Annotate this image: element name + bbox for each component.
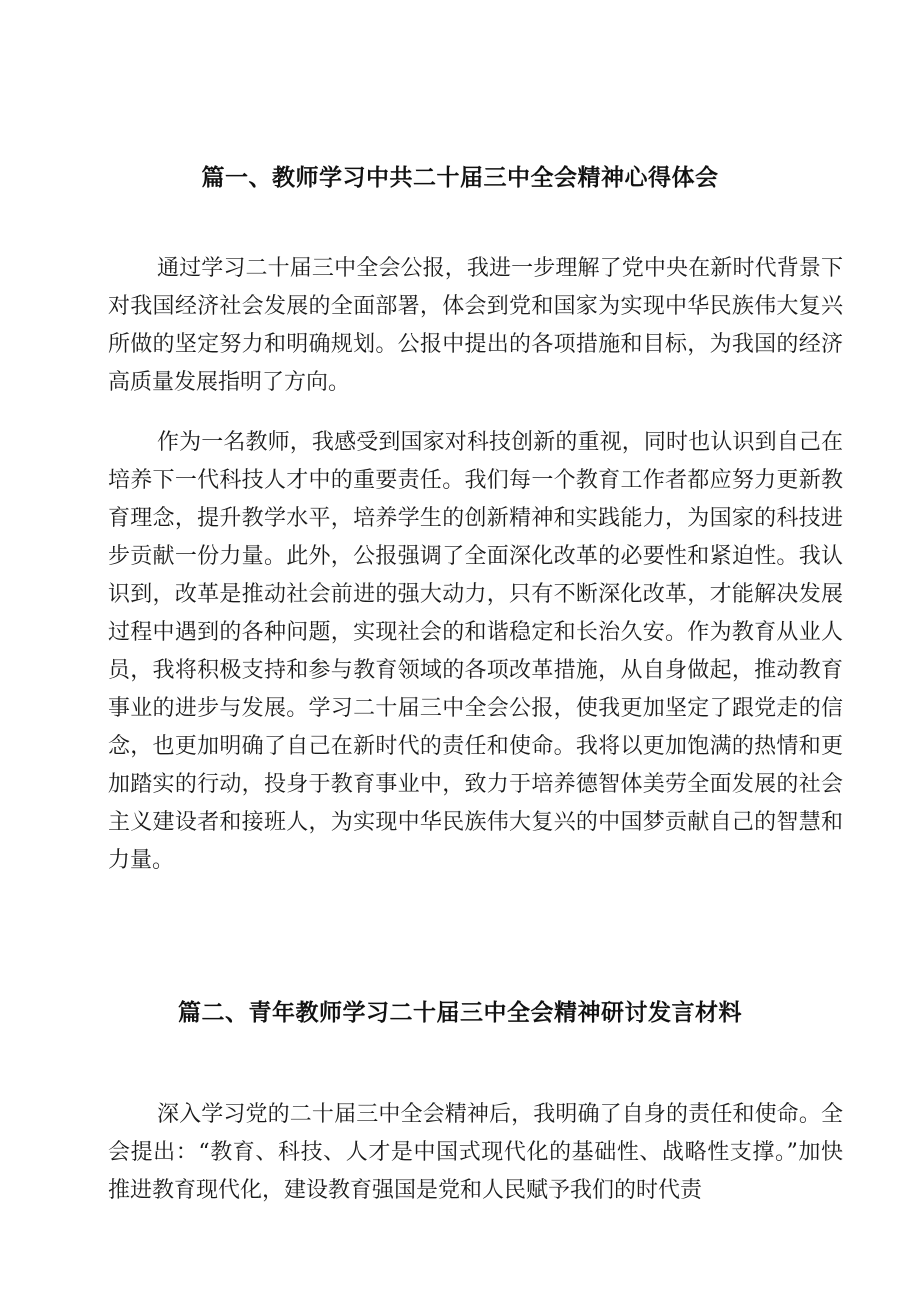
section2-title: 篇二、青年教师学习二十届三中全会精神研讨发言材料	[178, 1000, 742, 1026]
section1-paragraph-2: 作为一名教师，我感受到国家对科技创新的重视，同时也认识到自己在培养下一代科技人才中的重要责任。我们每一个教育工作者都应努力更新教育理念，提升教学水平，培养学生的创新精神和实践能力，为国家的科技进步贡献一份力量。此外，公报强调了全面深化改革的必要性和紧迫性。我认识到，改革是推动社会前进的强大动力，只有不断深化改革，才能解决发展过程中遇到的各种问题，实现社会的和谐稳定和长治久安。作为教育从业人员，我将积极支持和参与教育领域的各项改革措施，从自身做起，推动教育事业的进步与发展。学习二十届三中全会公报，使我更加坚定了跟党走的信念，也更加明确了自己在新时代的责任和使命。我将以更加饱满的热情和更加踏实的行动，投身于教育事业中，致力于培养德智体美劳全面发展的社会主义建设者和接班人，为实现中华民族伟大复兴的中国梦贡献自己的智慧和力量。	[108, 430, 843, 873]
section1-paragraph-1: 通过学习二十届三中全会公报，我进一步理解了党中央在新时代背景下对我国经济社会发展的全面部署，体会到党和国家为实现中华民族伟大复兴所做的坚定努力和明确规划。公报中提出的各项措施和目标，为我国的经济高质量发展指明了方向。	[108, 256, 843, 395]
section2-paragraph-1: 深入学习党的二十届三中全会精神后，我明确了自身的责任和使命。全会提出：“教育、科技、人才是中国式现代化的基础性、战略性支撑。”加快推进教育现代化，建设教育强国是党和人民赋予我们的时代责	[108, 1102, 843, 1203]
section1-title: 篇一、教师学习中共二十届三中全会精神心得体会	[201, 165, 719, 191]
